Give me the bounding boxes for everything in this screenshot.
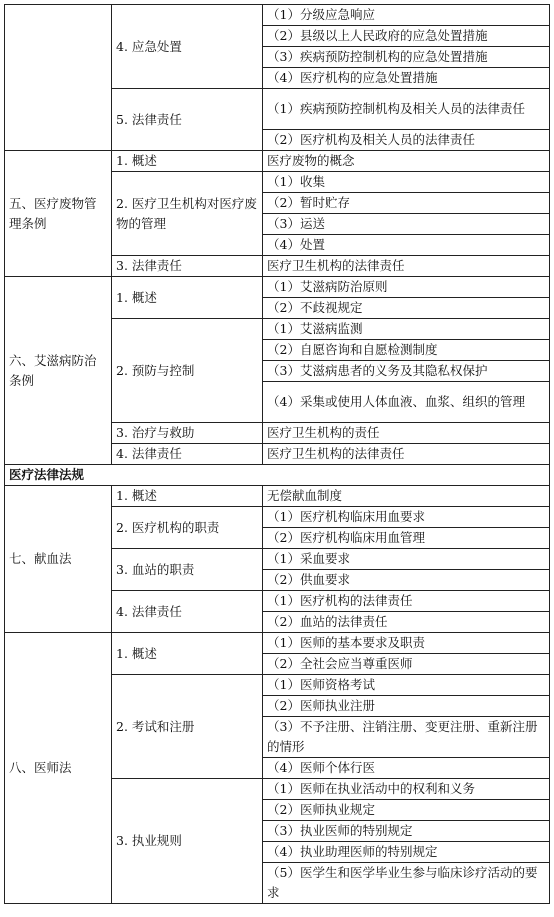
subtopic-cell: 4. 法律责任 (112, 444, 263, 465)
item-cell: （4）处置 (263, 235, 550, 256)
subtopic-cell: 2. 预防与控制 (112, 319, 263, 423)
subtopic-cell: 2. 医疗机构的职责 (112, 507, 263, 549)
item-cell: （1）医师资格考试 (263, 675, 550, 696)
subtopic-cell: 1. 概述 (112, 633, 263, 675)
subtopic-cell: 3. 治疗与救助 (112, 423, 263, 444)
subtopic-cell: 4. 法律责任 (112, 591, 263, 633)
item-cell: （2）全社会应当尊重医师 (263, 654, 550, 675)
subtopic-cell: 3. 执业规则 (112, 779, 263, 904)
item-cell: 医疗卫生机构的法律责任 (263, 444, 550, 465)
item-cell: （1）疾病预防控制机构及相关人员的法律责任 (263, 89, 550, 130)
item-cell: 无偿献血制度 (263, 486, 550, 507)
category-cell: 七、献血法 (5, 486, 112, 633)
item-cell: 医疗卫生机构的责任 (263, 423, 550, 444)
item-cell: （1）采血要求 (263, 549, 550, 570)
item-cell: （2）医师执业注册 (263, 696, 550, 717)
item-cell: （2）供血要求 (263, 570, 550, 591)
item-cell: （3）疾病预防控制机构的应急处置措施 (263, 47, 550, 68)
item-cell: （2）不歧视规定 (263, 298, 550, 319)
item-cell: （1）医疗机构的法律责任 (263, 591, 550, 612)
item-cell: （1）医师在执业活动中的权利和义务 (263, 779, 550, 800)
item-cell: （4）医疗机构的应急处置措施 (263, 68, 550, 89)
item-cell: （3）艾滋病患者的义务及其隐私权保护 (263, 361, 550, 382)
item-cell: 医疗卫生机构的法律责任 (263, 256, 550, 277)
subtopic-cell: 3. 法律责任 (112, 256, 263, 277)
syllabus-table (4, 4, 550, 904)
subtopic-cell: 2. 医疗卫生机构对医疗废物的管理 (112, 172, 263, 256)
item-cell: （1）艾滋病防治原则 (263, 277, 550, 298)
item-cell: 医疗废物的概念 (263, 151, 550, 172)
item-cell: （2）医疗机构临床用血管理 (263, 528, 550, 549)
item-cell: （4）执业助理医师的特别规定 (263, 842, 550, 863)
item-cell: （2）暂时贮存 (263, 193, 550, 214)
subtopic-cell: 1. 概述 (112, 277, 263, 319)
item-cell: （1）艾滋病监测 (263, 319, 550, 340)
item-cell: （1）收集 (263, 172, 550, 193)
item-cell: （5）医学生和医学毕业生参与临床诊疗活动的要求 (263, 863, 550, 904)
section-heading: 医疗法律法规 (5, 465, 550, 486)
item-cell: （2）医师执业规定 (263, 800, 550, 821)
item-cell: （2）血站的法律责任 (263, 612, 550, 633)
subtopic-cell: 2. 考试和注册 (112, 675, 263, 779)
subtopic-cell: 4. 应急处置 (112, 5, 263, 89)
item-cell: （2）医疗机构及相关人员的法律责任 (263, 130, 550, 151)
item-cell: （4）采集或使用人体血液、血浆、组织的管理 (263, 382, 550, 423)
item-cell: （3）不予注册、注销注册、变更注册、重新注册的情形 (263, 717, 550, 758)
item-cell: （1）分级应急响应 (263, 5, 550, 26)
category-cell-continued (5, 5, 112, 151)
category-cell: 六、艾滋病防治条例 (5, 277, 112, 465)
item-cell: （1）医疗机构临床用血要求 (263, 507, 550, 528)
item-cell: （1）医师的基本要求及职责 (263, 633, 550, 654)
subtopic-cell: 1. 概述 (112, 486, 263, 507)
item-cell: （3）运送 (263, 214, 550, 235)
subtopic-cell: 1. 概述 (112, 151, 263, 172)
subtopic-cell: 5. 法律责任 (112, 89, 263, 151)
item-cell: （2）县级以上人民政府的应急处置措施 (263, 26, 550, 47)
category-cell: 五、医疗废物管理条例 (5, 151, 112, 277)
subtopic-cell: 3. 血站的职责 (112, 549, 263, 591)
item-cell: （3）执业医师的特别规定 (263, 821, 550, 842)
item-cell: （2）自愿咨询和自愿检测制度 (263, 340, 550, 361)
category-cell: 八、医师法 (5, 633, 112, 904)
item-cell: （4）医师个体行医 (263, 758, 550, 779)
